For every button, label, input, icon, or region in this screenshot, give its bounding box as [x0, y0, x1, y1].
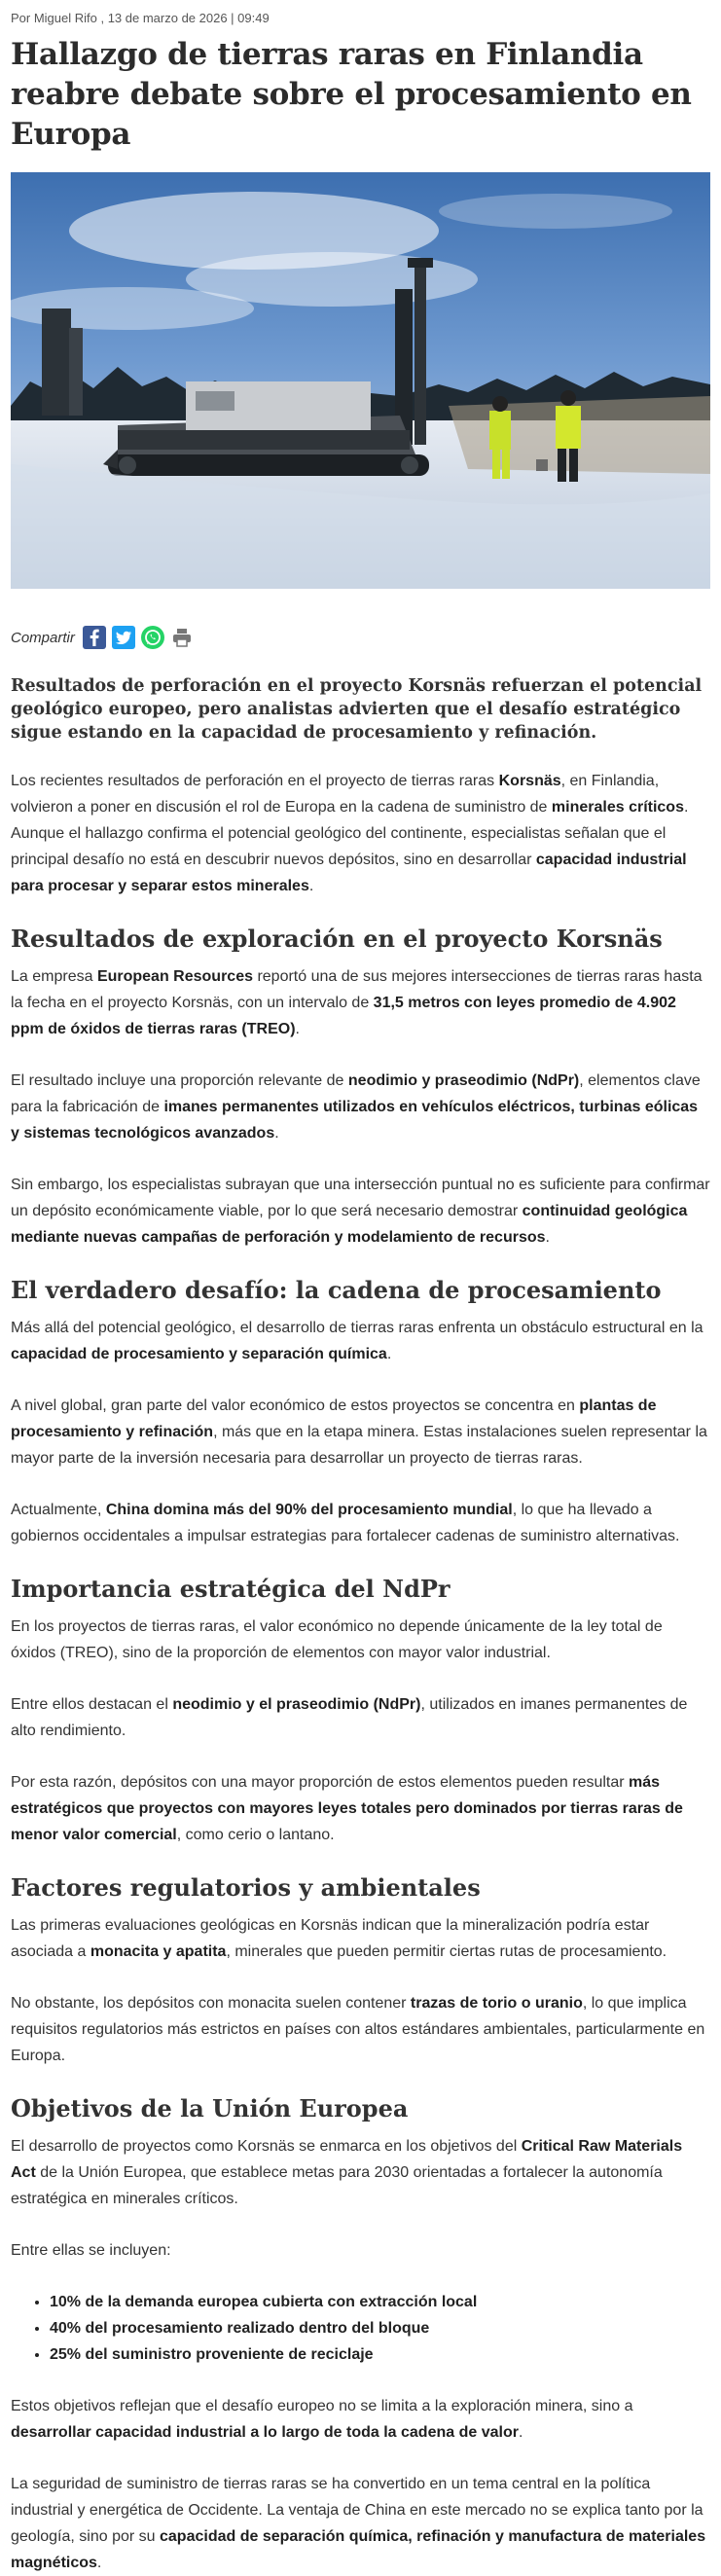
list-item: • 10% de la demanda europea cubierta con extracción local: [50, 2289, 710, 2315]
text-run: A nivel global, gran parte del valor económico de estos proyectos se concentra en: [11, 1397, 580, 1414]
section-heading: El verdadero desafío: la cadena de procesamiento: [11, 1276, 662, 1304]
emphasis-text: capacidad industrial para procesar y separar estos minerales: [11, 852, 687, 894]
article-title: Hallazgo de tierras raras en Finlandia reabre debate sobre el procesamiento en Europa: [11, 37, 692, 152]
section-heading: Factores regulatorios y ambientales: [11, 1873, 481, 1902]
emphasis-text: más estratégicos que proyectos con mayores leyes totales pero dominados por tierras raras de menor valor comercial: [11, 1774, 683, 1843]
section-heading: Importancia estratégica del NdPr: [11, 1575, 451, 1603]
whatsapp-icon[interactable]: [141, 626, 164, 649]
goals-list: [11, 2289, 710, 2368]
paragraph: [11, 1614, 710, 1666]
twitter-icon[interactable]: [112, 626, 135, 649]
print-icon[interactable]: [170, 626, 194, 649]
text-run: .: [518, 2424, 523, 2441]
emphasis-text: Critical Raw Materials Act: [11, 2138, 683, 2181]
emphasis-text: capacidad de separación química, refinación y manufactura de materiales magnéticos: [11, 2528, 706, 2571]
text-run: , como cerio o lantano.: [176, 1827, 335, 1843]
paragraph: [11, 1769, 710, 1848]
text-run: , más que en la etapa minera. Estas instalaciones suelen representar la mayor parte de la inversión necesaria para desarrollar un proyecto de tierras raras.: [11, 1424, 707, 1467]
paragraph: [11, 1990, 710, 2069]
text-run: La seguridad de suministro de tierras raras se ha convertido en un tema central en la política industrial y energética de Occidente. La ventaja de China en este mercado no se explica tanto por la geología, sino por su: [11, 2476, 703, 2545]
list-item: • 25% del suministro proveniente de reciclaje: [50, 2341, 710, 2368]
emphasis-text: China domina más del 90% del procesamiento mundial: [105, 1502, 513, 1518]
paragraph: [11, 2471, 710, 2576]
text-run: , utilizados en imanes permanentes de alto rendimiento.: [11, 1696, 688, 1739]
paragraph: [11, 2393, 710, 2446]
text-run: , en Finlandia, volvieron a poner en discusión el rol de Europa en la cadena de suministro de: [11, 773, 660, 816]
text-run: reportó una de sus mejores intersecciones de tierras raras hasta la fecha en el proyecto Korsnäs, con un intervalo de: [11, 968, 703, 1011]
emphasis-text: minerales críticos: [551, 799, 684, 816]
text-run: , elementos clave para la fabricación de: [11, 1072, 701, 1115]
paragraph: [11, 1068, 710, 1146]
emphasis-text: imanes permanentes utilizados en vehículos eléctricos, turbinas eólicas y sistemas tecnológicos avanzados: [11, 1099, 699, 1142]
text-run: Entre ellos destacan el: [11, 1696, 173, 1713]
paragraph: [11, 1393, 710, 1471]
text-run: .: [274, 1125, 279, 1142]
text-run: Por esta razón, depósitos con una mayor proporción de estos elementos pueden resultar: [11, 1774, 630, 1791]
text-run: , lo que implica requisitos regulatorios más estrictos en países con altos estándares ambientales, particularmente en Europa.: [11, 1995, 705, 2064]
article-lede: Resultados de perforación en el proyecto Korsnäs refuerzan el potencial geológico europeo, pero analistas advierten que el desafío estratégico sigue estando en la capacidad de procesamiento y refinación.: [11, 676, 703, 743]
text-run: No obstante, los depósitos con monacita suelen contener: [11, 1995, 411, 2012]
emphasis-text: Korsnäs: [498, 773, 561, 789]
text-run: Entre ellas se incluyen:: [11, 2242, 171, 2259]
paragraph: [11, 768, 710, 899]
paragraph: [11, 1172, 710, 1251]
paragraph: [11, 1912, 710, 1965]
emphasis-text: plantas de procesamiento y refinación: [11, 1397, 657, 1440]
paragraph: [11, 1315, 710, 1367]
emphasis-text: 31,5 metros con leyes promedio de 4.902 ppm de óxidos de tierras raras (TREO): [11, 995, 676, 1037]
text-run: Las primeras evaluaciones geológicas en Korsnäs indican que la mineralización podría estar asociada a: [11, 1917, 650, 1960]
emphasis-text: monacita y apatita: [90, 1943, 227, 1960]
text-run: El desarrollo de proyectos como Korsnäs se enmarca en los objetivos del: [11, 2138, 522, 2155]
section-heading: Resultados de exploración en el proyecto Korsnäs: [11, 925, 663, 953]
text-run: . Aunque el hallazgo confirma el potencial geológico del continente, especialistas señalan que el principal desafío no está en descubrir nuevos depósitos, sino en desarrollar: [11, 799, 689, 868]
text-run: , minerales que pueden permitir ciertas rutas de procesamiento.: [226, 1943, 667, 1960]
text-run: Actualmente,: [11, 1502, 106, 1518]
emphasis-text: desarrollar capacidad industrial a lo largo de toda la cadena de valor: [11, 2424, 519, 2441]
emphasis-text: trazas de torio o uranio: [410, 1995, 583, 2012]
text-run: Los recientes resultados de perforación en el proyecto de tierras raras: [11, 773, 499, 789]
hero-image: [11, 172, 710, 589]
drilling-rig-snow-photo: [11, 172, 710, 589]
text-run: Más allá del potencial geológico, el desarrollo de tierras raras enfrenta un obstáculo estructural en la: [11, 1320, 703, 1336]
emphasis-text: continuidad geológica mediante nuevas campañas de perforación y modelamiento de recursos: [11, 1203, 688, 1246]
emphasis-text: capacidad de procesamiento y separación química: [11, 1346, 387, 1362]
facebook-icon[interactable]: [83, 626, 106, 649]
article-body: [11, 768, 710, 2576]
text-run: , lo que ha llevado a gobiernos occidentales a impulsar estrategias para fortalecer cadenas de suministro alternativas.: [11, 1502, 680, 1544]
share-label: Compartir: [11, 629, 75, 646]
text-run: La empresa: [11, 968, 97, 985]
paragraph: [11, 963, 710, 1042]
text-run: .: [295, 1021, 300, 1037]
emphasis-text: neodimio y praseodimio (NdPr): [347, 1072, 580, 1089]
byline: Por Miguel Rifo , 13 de marzo de 2026 | 09:49: [11, 11, 270, 25]
text-run: de la Unión Europea, que establece metas para 2030 orientadas a fortalecer la autonomía estratégica en minerales críticos.: [11, 2164, 663, 2207]
section-heading: Objetivos de la Unión Europea: [11, 2094, 409, 2122]
text-run: .: [308, 878, 314, 894]
paragraph: [11, 2237, 710, 2264]
text-run: .: [96, 2555, 102, 2571]
paragraph: [11, 1691, 710, 1744]
text-run: En los proyectos de tierras raras, el valor económico no depende únicamente de la ley total de óxidos (TREO), sino de la proporción de elementos con mayor valor industrial.: [11, 1618, 663, 1661]
text-run: .: [386, 1346, 392, 1362]
text-run: Sin embargo, los especialistas subrayan que una intersección puntual no es suficiente para confirmar un depósito económicamente viable, por lo que será necesario demostrar: [11, 1177, 710, 1219]
paragraph: [11, 1497, 710, 1549]
share-bar: [11, 624, 710, 651]
text-run: El resultado incluye una proporción relevante de: [11, 1072, 348, 1089]
paragraph: [11, 2133, 710, 2212]
list-item: • 40% del procesamiento realizado dentro del bloque: [50, 2315, 710, 2341]
text-run: .: [545, 1229, 550, 1246]
emphasis-text: European Resources: [96, 968, 253, 985]
emphasis-text: neodimio y el praseodimio (NdPr): [172, 1696, 421, 1713]
text-run: Estos objetivos reflejan que el desafío europeo no se limita a la exploración minera, sino a: [11, 2398, 633, 2414]
